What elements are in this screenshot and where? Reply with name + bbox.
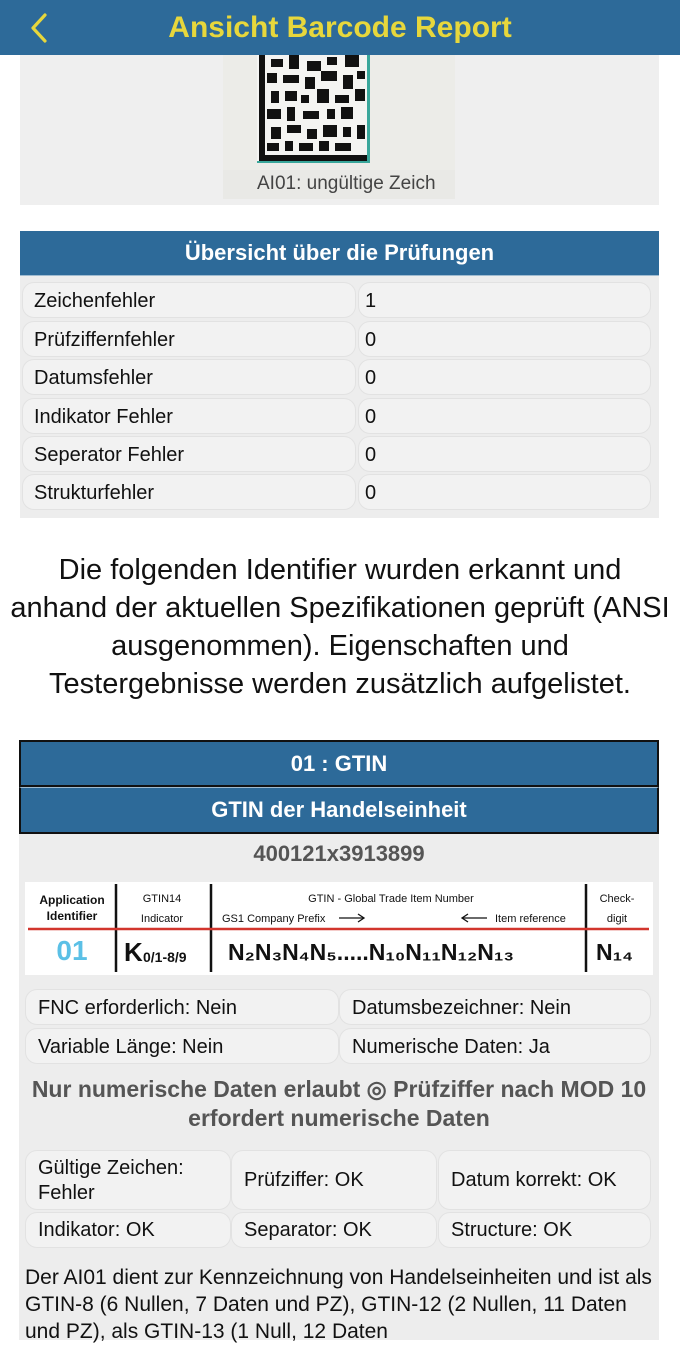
datamatrix-image bbox=[223, 55, 455, 170]
diagram-label: GS1 Company Prefix bbox=[222, 913, 326, 925]
diagram-label: GTIN14 bbox=[142, 893, 182, 905]
row-value: 0 bbox=[365, 406, 377, 428]
gtin-structure-diagram bbox=[25, 882, 653, 975]
row-label: Datumsfehler bbox=[34, 367, 153, 389]
validation-rule-text: Nur numerische Daten erlaubt ◎ Prüfziffer nach MOD 10 erfordert numerische Daten bbox=[31, 1076, 647, 1131]
result-date: Datum korrekt: OK bbox=[438, 1150, 651, 1210]
row-label: Prüfziffernfehler bbox=[34, 329, 175, 351]
page-title: Ansicht Barcode Report bbox=[168, 11, 512, 44]
diagram-checkdigit-value: N₁₄ bbox=[596, 939, 634, 965]
row-value: 0 bbox=[365, 329, 377, 351]
table-row bbox=[20, 398, 659, 434]
ai-value: 400121x3913899 bbox=[253, 841, 425, 866]
ai-description: Der AI01 dient zur Kennzeichnung von Handelseinheiten und ist als GTIN-8 (6 Nullen, 7 Daten und PZ), GTIN-12 (2 Nullen, 11 Daten und PZ), als GTIN-13 (1 Null, 12 Daten bbox=[25, 1266, 652, 1343]
result-indicator: Indikator: OK bbox=[25, 1212, 231, 1248]
row-label: Seperator Fehler bbox=[34, 444, 185, 466]
diagram-label: Identifier bbox=[46, 909, 98, 923]
row-label: Strukturfehler bbox=[34, 482, 155, 504]
row-value: 0 bbox=[365, 444, 377, 466]
scan-photo bbox=[223, 55, 455, 199]
ai-detail-card bbox=[19, 740, 659, 1343]
result-valid-chars: Gültige Zeichen: Fehler bbox=[25, 1150, 231, 1210]
table-row bbox=[20, 321, 659, 357]
property-fnc: FNC erforderlich: Nein bbox=[25, 989, 339, 1025]
row-value: 0 bbox=[365, 482, 377, 504]
property-date-designator: Datumsbezeichner: Nein bbox=[339, 989, 651, 1025]
property-variable-length: Variable Länge: Nein bbox=[25, 1028, 339, 1064]
summary-title: Übersicht über die Prüfungen bbox=[20, 231, 659, 276]
diagram-label: Indicator bbox=[140, 913, 184, 925]
row-value: 0 bbox=[365, 367, 377, 389]
table-row bbox=[20, 282, 659, 318]
diagram-label: Item reference bbox=[495, 913, 566, 925]
diagram-label: GTIN - Global Trade Item Number bbox=[308, 893, 474, 905]
diagram-ai-value: 01 bbox=[56, 935, 88, 966]
table-row bbox=[20, 474, 659, 510]
table-row bbox=[20, 359, 659, 395]
diagram-gtin-value: N₂N₃N₄N₅.....N₁₀N₁₁N₁₂N₁₃ bbox=[228, 939, 514, 965]
row-label: Zeichenfehler bbox=[34, 290, 156, 312]
row-label: Indikator Fehler bbox=[34, 406, 173, 428]
intro-text: Die folgenden Identifier wurden erkannt und anhand der aktuellen Spezifikationen geprüft (ANSI ausgenommen). Eigenschaften und Testergebnisse werden zusätzlich aufgelistet. bbox=[10, 554, 670, 700]
ai-code-title: 01 : GTIN bbox=[19, 740, 659, 787]
table-row bbox=[20, 436, 659, 472]
result-structure: Structure: OK bbox=[438, 1212, 651, 1248]
diagram-label: Check- bbox=[599, 893, 635, 905]
navigation-bar bbox=[0, 0, 680, 55]
diagram-label: digit bbox=[606, 913, 628, 925]
result-check-digit: Prüfziffer: OK bbox=[231, 1150, 437, 1210]
diagram-label: Application bbox=[39, 893, 105, 907]
property-numeric: Numerische Daten: Ja bbox=[339, 1028, 651, 1064]
diagram-indicator-range: 0/1-8/9 bbox=[143, 949, 187, 965]
row-value: 1 bbox=[365, 290, 377, 312]
checks-summary-table bbox=[20, 231, 659, 518]
ai-name: GTIN der Handelseinheit bbox=[19, 787, 659, 834]
result-separator: Separator: OK bbox=[231, 1212, 437, 1248]
scan-image-caption: AI01: ungültige Zeich bbox=[257, 173, 436, 194]
diagram-indicator-value: K bbox=[124, 937, 143, 967]
